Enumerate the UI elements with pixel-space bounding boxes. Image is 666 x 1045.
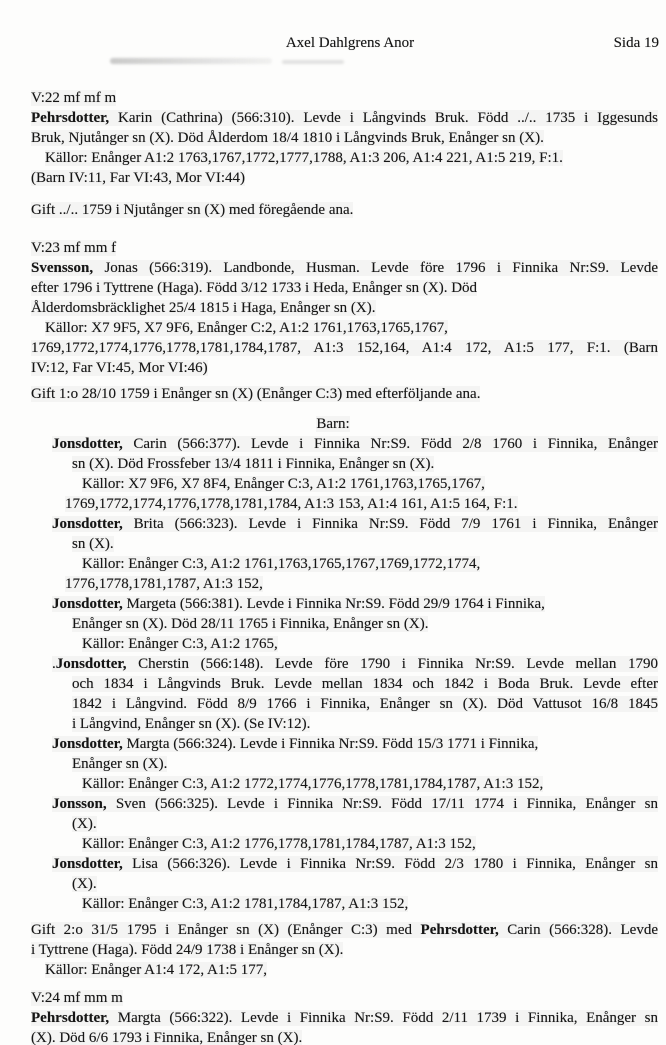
child-sources-line [82, 894, 666, 914]
child-entry-line [72, 614, 666, 634]
text-segment: Källor: Enånger C:3, A1:2 1772,1774,1776,1778,1781,1784,1787, A1:3 152, [82, 776, 544, 792]
text-segment: V:24 mf mm m [31, 990, 123, 1006]
person-surname: Pehrsdotter, [31, 1010, 110, 1026]
child-sources-line [82, 634, 666, 654]
body-text-line [31, 358, 666, 378]
text-segment: V:23 mf mm f [31, 240, 117, 256]
text-segment: IV:12, Far VI:45, Mor VI:46) [31, 360, 208, 376]
page-header [0, 0, 666, 53]
text-segment: Enånger sn (X). Död 28/11 1765 i Finnika, Enånger sn (X). [72, 616, 429, 632]
document-title: Axel Dahlgrens Anor [285, 35, 415, 51]
person-surname: Svensson, [31, 260, 94, 276]
body-text-line [31, 168, 666, 188]
person-surname: Jonsdotter, [52, 856, 123, 872]
text-segment: Källor: Enånger C:3, A1:2 1765, [82, 636, 278, 652]
text-segment: 1769,1772,1774,1776,1778,1781,1784,1787, A1:3 152,164, A1:4 172, A1:5 177, F:1. (Barn [31, 340, 658, 356]
person-surname: Jonsson, [52, 796, 107, 812]
ancestor-ref-line [31, 88, 666, 108]
body-text-line [31, 258, 658, 278]
text-segment: Källor: Enånger C:3, A1:2 1761,1763,1765,1767,1769,1772,1774, [82, 556, 481, 572]
child-entry-line [52, 434, 658, 454]
sources-line [45, 960, 666, 980]
text-segment: Källor: Enånger C:3, A1:2 1781,1784,1787, A1:3 152, [82, 896, 409, 912]
person-surname: Jonsdotter, [55, 656, 127, 672]
child-entry-line [52, 514, 658, 534]
text-segment: sn (X). Död Frossfeber 13/4 1811 i Finnika, Enånger sn (X). [72, 456, 435, 472]
child-entry-line [72, 674, 658, 694]
text-segment: Cherstin (566:148). Levde före 1790 i Finnika Nr:S9. Levde mellan 1790 [126, 656, 658, 672]
text-segment: Barn: [316, 416, 350, 432]
child-entry-line [52, 594, 666, 614]
text-segment: Källor: Enånger A1:4 172, A1:5 177, [45, 962, 268, 978]
ancestor-ref-line [31, 238, 666, 258]
marriage-line [31, 920, 658, 940]
child-entry-line [72, 534, 666, 554]
text-segment: Enånger sn (X). [72, 756, 168, 772]
text-segment: Margta (566:324). Levde i Finnika Nr:S9. Född 15/3 1771 i Finnika, [122, 736, 539, 752]
text-segment: Gift 1:o 28/10 1759 i Enånger sn (X) (Enånger C:3) med efterföljande ana. [31, 386, 481, 402]
text-segment: sn (X). [72, 536, 114, 552]
body-text-line [31, 108, 658, 128]
body-text-line [31, 298, 666, 318]
sources-line [45, 148, 666, 168]
text-segment: Bruk, Njutånger sn (X). Död Ålderdom 18/4 1810 i Långvinds Bruk, Enånger sn (X). [31, 130, 544, 146]
child-entry-line [52, 654, 658, 674]
text-segment: 1769,1772,1774,1776,1778,1781,1784, A1:3 153, A1:4 161, A1:5 164, F:1. [65, 496, 518, 512]
text-segment: 1842 i Långvind. Född 8/9 1766 i Finnika, Enånger sn (X). Död Vattusot 16/8 1845 [72, 696, 658, 712]
person-surname: Jonsdotter, [52, 516, 123, 532]
person-surname: Jonsdotter, [52, 596, 123, 612]
child-entry-line [72, 874, 666, 894]
child-sources-line [82, 834, 666, 854]
person-surname: Jonsdotter, [52, 736, 123, 752]
text-segment: Margta (566:322). Levde i Finnika Nr:S9. Född 2/11 1739 i Finnika, Enånger sn [109, 1010, 658, 1026]
text-segment: Källor: Enånger A1:2 1763,1767,1772,1777,1788, A1:3 206, A1:4 221, A1:5 219, F:1. [45, 150, 563, 166]
text-segment: (X). [72, 876, 97, 892]
child-sources-line [82, 554, 666, 574]
child-entry-line [72, 714, 666, 734]
ancestor-ref-line [31, 988, 666, 1008]
text-segment: Jonas (566:319). Landbonde, Husman. Levde före 1796 i Finnika Nr:S9. Levde [93, 260, 658, 276]
child-sources-line [82, 474, 666, 494]
child-entry-line [72, 814, 666, 834]
child-sources-line [82, 774, 666, 794]
scan-smudge [282, 60, 344, 64]
child-entry-line [72, 454, 666, 474]
text-segment: Lisa (566:326). Levde i Finnika Nr:S9. Född 2/3 1780 i Finnika, Enånger sn [122, 856, 658, 872]
page-number: Sida 19 [613, 35, 659, 51]
person-surname: Pehrsdotter, [31, 110, 110, 126]
text-segment: Ålderdomsbräcklighet 25/4 1815 i Haga, Enånger sn (X). [31, 300, 376, 316]
child-entry-line [72, 754, 666, 774]
sources-line [45, 318, 666, 338]
text-segment: . [52, 656, 56, 672]
text-segment: och 1834 i Långvinds Bruk. Levde mellan 1834 och 1842 i Boda Bruk. Levde efter [72, 676, 658, 692]
child-sources-line [65, 574, 666, 594]
text-segment: Carin (566:377). Levde i Finnika Nr:S9. Född 2/8 1760 i Finnika, Enånger [122, 436, 658, 452]
child-sources-line [65, 494, 666, 514]
text-segment: i Långvind, Enånger sn (X). (Se IV:12). [72, 716, 311, 732]
text-segment: (X). [72, 816, 97, 832]
text-segment: Carin (566:328). Levde [498, 922, 658, 938]
body-text-line [31, 1028, 666, 1045]
text-segment: Gift 2:o 31/5 1795 i Enånger sn (X) (Enånger C:3) med [31, 922, 421, 938]
text-segment: Källor: X7 9F5, X7 9F6, Enånger C:2, A1:2 1761,1763,1765,1767, [45, 320, 448, 336]
text-segment: 1776,1778,1781,1787, A1:3 152, [65, 576, 263, 592]
text-segment: Karin (Cathrina) (566:310). Levde i Långvinds Bruk. Född ../.. 1735 i Iggesunds [109, 110, 658, 126]
text-segment: Källor: Enånger C:3, A1:2 1776,1778,1781,1784,1787, A1:3 152, [82, 836, 476, 852]
child-entry-line [72, 694, 658, 714]
text-segment: efter 1796 i Tyttrene (Haga). Född 3/12 1733 i Heda, Enånger sn (X). Död [31, 280, 478, 296]
text-segment: Margeta (566:381). Levde i Finnika Nr:S9. Född 29/9 1764 i Finnika, [122, 596, 545, 612]
marriage-line [31, 200, 666, 220]
text-segment: (X). Död 6/6 1793 i Finnika, Enånger sn (X). [31, 1030, 303, 1045]
text-segment: V:22 mf mf m [31, 90, 117, 106]
marriage-line [31, 384, 666, 404]
text-segment: Brita (566:323). Levde i Finnika Nr:S9. Född 7/9 1761 i Finnika, Enånger [122, 516, 658, 532]
children-heading [0, 414, 666, 434]
body-text-line [31, 338, 658, 358]
child-entry-line [52, 854, 658, 874]
body-text-line [31, 940, 666, 960]
text-segment: (Barn IV:11, Far VI:43, Mor VI:44) [31, 170, 245, 186]
scan-smudge [110, 58, 272, 64]
document-body [0, 88, 666, 1045]
body-text-line [31, 278, 666, 298]
body-text-line [31, 1008, 658, 1028]
text-segment: Källor: X7 9F6, X7 8F4, Enånger C:3, A1:2 1761,1763,1765,1767, [82, 476, 485, 492]
text-segment: Sven (566:325). Levde i Finnika Nr:S9. Född 17/11 1774 i Finnika, Enånger sn [106, 796, 658, 812]
person-surname: Jonsdotter, [52, 436, 123, 452]
child-entry-line [52, 734, 666, 754]
text-segment: Gift ../.. 1759 i Njutånger sn (X) med föregående ana. [31, 202, 354, 218]
person-surname: Pehrsdotter, [420, 922, 499, 938]
text-segment: i Tyttrene (Haga). Född 24/9 1738 i Enånger sn (X). [31, 942, 344, 958]
body-text-line [31, 128, 666, 148]
child-entry-line [52, 794, 658, 814]
